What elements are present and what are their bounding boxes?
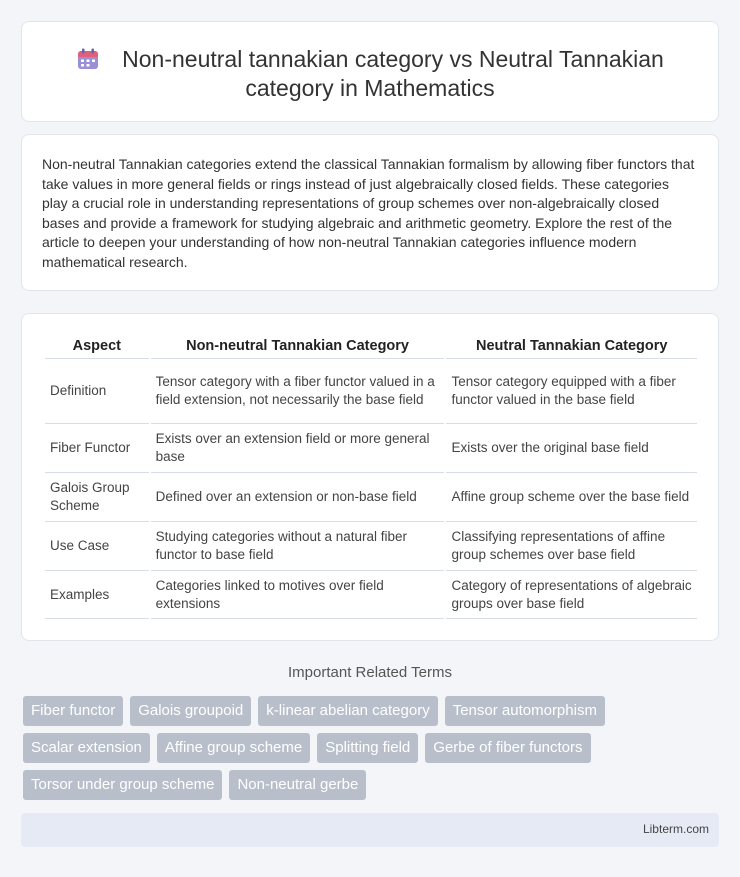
- title-card: [21, 21, 719, 122]
- header-neutral: Neutral Tannakian Category: [446, 333, 697, 359]
- table-row: [45, 473, 697, 522]
- intro-card: [21, 134, 719, 291]
- aspect-cell: Examples: [45, 571, 149, 619]
- aspect-cell: Galois Group Scheme: [45, 473, 149, 522]
- tag-scalar-extension[interactable]: Scalar extension: [23, 733, 150, 763]
- page-title: [22, 45, 718, 103]
- neutral-cell: Affine group scheme over the base field: [446, 473, 697, 522]
- table-row: [45, 424, 697, 473]
- table-row: [45, 571, 697, 619]
- table-row: [45, 359, 697, 424]
- neutral-cell: Classifying representations of affine group schemes over base field: [446, 522, 697, 571]
- tag-galois-groupoid[interactable]: Galois groupoid: [130, 696, 251, 726]
- neutral-cell: Category of representations of algebraic groups over base field: [446, 571, 697, 619]
- non-neutral-cell: Tensor category with a fiber functor valued in a field extension, not necessarily the base field: [151, 359, 445, 424]
- tag-affine-group-scheme[interactable]: Affine group scheme: [157, 733, 310, 763]
- non-neutral-cell: Categories linked to motives over field extensions: [151, 571, 445, 619]
- neutral-cell: Exists over the original base field: [446, 424, 697, 473]
- tag-row: [23, 770, 723, 800]
- comparison-table-card: [21, 313, 719, 641]
- header-non-neutral: Non-neutral Tannakian Category: [151, 333, 445, 359]
- tag-row: [23, 696, 723, 726]
- table-header-row: [45, 333, 697, 359]
- related-terms-heading: Important Related Terms: [288, 664, 452, 681]
- footer: [21, 813, 719, 847]
- non-neutral-cell: Studying categories without a natural fiber functor to base field: [151, 522, 445, 571]
- tag-tensor-automorphism[interactable]: Tensor automorphism: [445, 696, 605, 726]
- tag-non-neutral-gerbe[interactable]: Non-neutral gerbe: [229, 770, 366, 800]
- aspect-cell: Fiber Functor: [45, 424, 149, 473]
- tag-row: [23, 733, 723, 763]
- tag-k-linear-abelian-category[interactable]: k-linear abelian category: [258, 696, 437, 726]
- tag-torsor-under-group-scheme[interactable]: Torsor under group scheme: [23, 770, 222, 800]
- tag-fiber-functor[interactable]: Fiber functor: [23, 696, 123, 726]
- calendar-icon: [76, 47, 100, 71]
- related-terms-list: [23, 696, 723, 807]
- footer-site-link[interactable]: Libterm.com: [642, 822, 709, 836]
- aspect-cell: Definition: [45, 359, 149, 424]
- title-line-2: category in Mathematics: [245, 75, 495, 101]
- non-neutral-cell: Exists over an extension field or more general base: [151, 424, 445, 473]
- title-line-1: Non-neutral tannakian category vs Neutral Tannakian: [122, 46, 664, 72]
- table-row: [45, 522, 697, 571]
- header-aspect: Aspect: [45, 333, 149, 359]
- neutral-cell: Tensor category equipped with a fiber functor valued in the base field: [446, 359, 697, 424]
- intro-paragraph: Non-neutral Tannakian categories extend the classical Tannakian formalism by allowing fiber functors that take values in more general fields or rings instead of just algebraically closed fields. These categories play a crucial role in understanding representations of group schemes over non-algebraically closed bases and provide a framework for studying algebraic and arithmetic geometry. Explore the rest of the article to deepen your understanding of how non-neutral Tannakian categories influence modern mathematical research.: [42, 156, 695, 270]
- aspect-cell: Use Case: [45, 522, 149, 571]
- comparison-table: [43, 333, 699, 619]
- tag-splitting-field[interactable]: Splitting field: [317, 733, 418, 763]
- tag-gerbe-of-fiber-functors[interactable]: Gerbe of fiber functors: [425, 733, 590, 763]
- non-neutral-cell: Defined over an extension or non-base field: [151, 473, 445, 522]
